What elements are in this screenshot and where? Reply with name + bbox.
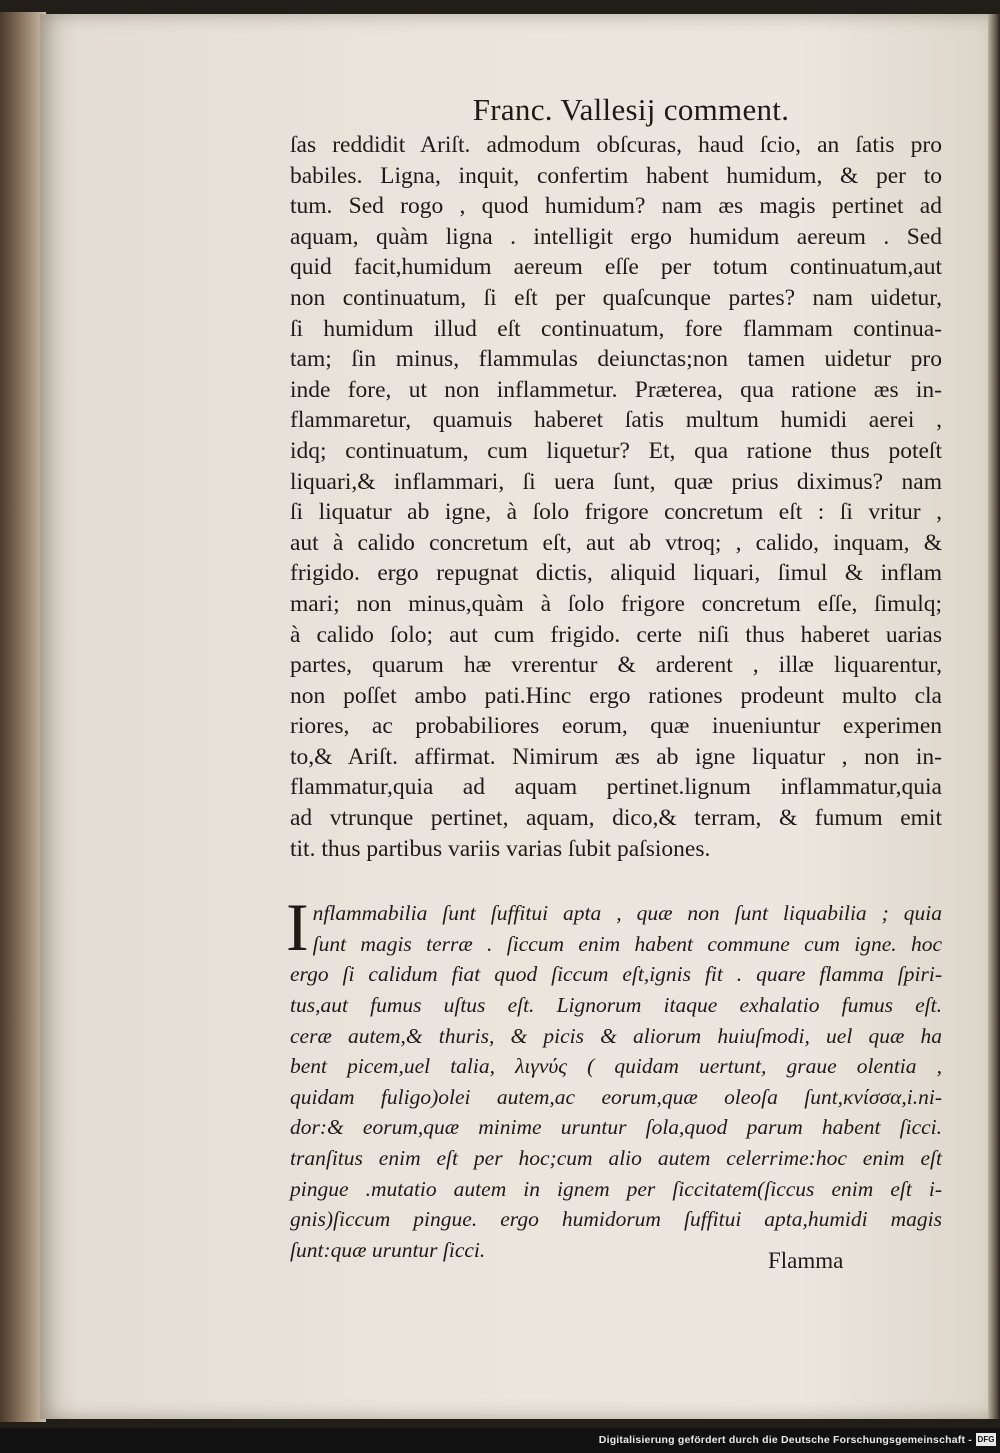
text-line: ceræ autem,& thuris, & picis & aliorum huiuſmodi, uel quæ ha: [290, 1023, 942, 1048]
text-line: tranſitus enim eſt per hoc;cum alio autem celerrime:hoc enim eſt: [290, 1146, 942, 1170]
text-line: tus,aut fumus uſtus eſt. Lignorum itaque exhalatio fumus eſt.: [290, 993, 942, 1018]
commentary-paragraph: [290, 130, 942, 864]
commentary-line: non continuatum, ſi eſt per quaſcunque partes? nam uidetur,: [290, 284, 942, 311]
commentary-line: flammatur,quia ad aquam pertinet.lignum inflammatur,quia: [290, 774, 942, 801]
catchword: Flamma: [768, 1248, 844, 1273]
commentary-line: riores, ac probabiliores eorum, quæ inueniuntur experimen: [290, 713, 942, 740]
commentary-line: aut à calido concretum eſt, aut ab vtroq; , calido, inquam, &: [290, 529, 942, 556]
commentary-line: inde fore, ut non inflammetur. Præterea, qua ratione æs in-: [290, 376, 942, 403]
text-line: bent picem,uel talia, λιγνύς ( quidam uertunt, graue olentia ,: [290, 1054, 942, 1079]
aristotle-text-paragraph: [286, 889, 942, 1265]
commentary-line: ſas reddidit Ariſt. admodum obſcuras, haud ſcio, an ſatis pro: [290, 132, 942, 158]
running-head: Franc. Vallesij comment.: [472, 92, 790, 127]
digitization-credit: Digitalisierung gefördert durch die Deutsche Forschungsgemeinschaft -: [598, 1434, 972, 1446]
dfg-logo-icon: DFG: [977, 1435, 995, 1444]
text-line: quidam fuligo)olei autem,ac eorum,quæ oleoſa ſunt,κνίσσα,i.ni-: [290, 1084, 942, 1109]
text-line: nflammabilia ſunt ſuffitui apta , quæ non ſunt liquabilia ; quia: [312, 901, 942, 926]
commentary-line: partes, quarum hæ vrerentur & arderent , illæ liquarentur,: [290, 652, 942, 679]
commentary-line: mari; non minus,quàm à ſolo frigore concretum eſſe, ſimulq;: [290, 590, 942, 617]
commentary-line: liquari,& inflammari, ſi uera ſunt, quæ prius diximus? nam: [290, 468, 942, 495]
commentary-line: babiles. Ligna, inquit, confertim habent humidum, & per to: [290, 162, 942, 189]
text-line: pingue .mutatio autem in ignem per ſiccitatem(ſiccus enim eſt i-: [290, 1176, 942, 1201]
commentary-line: quid facit,humidum aereum eſſe per totum continuatum,aut: [290, 254, 942, 281]
text-block: [286, 92, 942, 1265]
initial-letter: I: [286, 889, 309, 966]
commentary-line: to,& Ariſt. affirmat. Nimirum æs ab igne liquatur , non in-: [290, 743, 942, 770]
commentary-line: ſi humidum illud eſt continuatum, fore flammam continua-: [290, 315, 942, 342]
commentary-line: tam; ſin minus, flammulas deiunctas;non tamen uidetur pro: [290, 346, 942, 373]
commentary-line: tit. thus partibus variis varias ſubit paſsiones.: [290, 835, 711, 862]
text-line: ergo ſi calidum fiat quod ſiccum eſt,ignis fit . quare flamma ſpiri-: [290, 962, 942, 987]
commentary-line: aquam, quàm ligna . intelligit ergo humidum aereum . Sed: [290, 223, 942, 250]
page-right-edge: [988, 14, 1000, 1419]
text-line: dor:& eorum,quæ minime uruntur ſola,quod parum habent ſicci.: [290, 1115, 942, 1140]
commentary-line: ſi liquatur ab igne, à ſolo frigore concretum eſt : ſi vritur ,: [290, 499, 942, 526]
commentary-line: tum. Sed rogo , quod humidum? nam æs magis pertinet ad: [290, 193, 942, 220]
commentary-line: ad vtrunque pertinet, aquam, dico,& terram, & fumum emit: [290, 805, 942, 832]
commentary-line: flammaretur, quamuis haberet ſatis multum humidi aerei ,: [290, 407, 942, 434]
text-line: gnis)ſiccum pingue. ergo humidorum ſuffitui apta,humidi magis: [290, 1207, 942, 1232]
text-line: ſunt magis terræ . ſiccum enim habent commune cum igne. hoc: [312, 931, 942, 956]
commentary-line: idq; continuatum, cum liquetur? Et, qua ratione thus poteſt: [290, 437, 942, 464]
commentary-line: frigido. ergo repugnat dictis, aliquid liquari, ſimul & inflam: [290, 560, 942, 587]
commentary-line: à calido ſolo; aut cum frigido. certe niſi thus haberet uarias: [290, 621, 942, 648]
commentary-line: non poſſet ambo pati.Hinc ergo rationes prodeunt multo cla: [290, 682, 942, 709]
text-line: ſunt:quæ uruntur ſicci.: [290, 1237, 486, 1262]
